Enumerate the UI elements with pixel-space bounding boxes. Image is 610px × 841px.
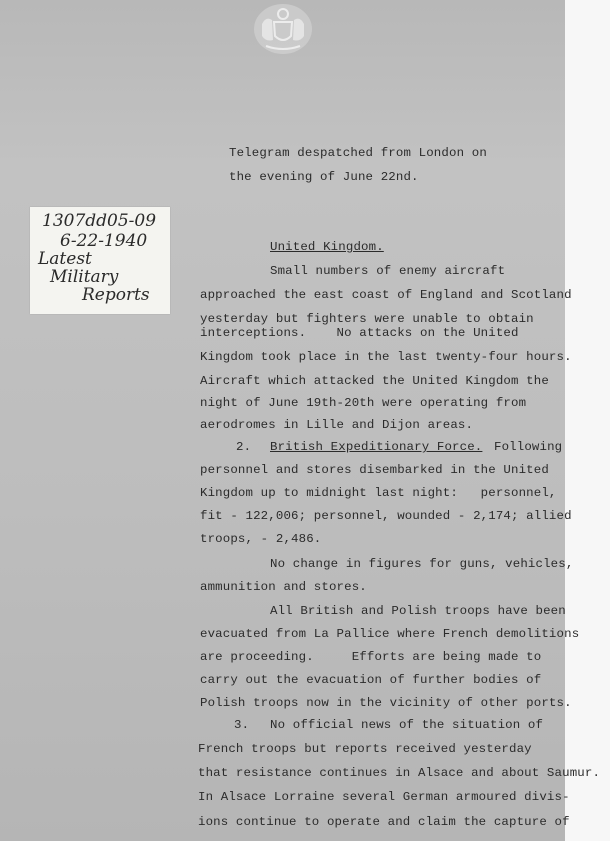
text-line: troops, - 2,486. [200,532,322,546]
text-line: No official news of the situation of [270,718,544,732]
text-line: that resistance continues in Alsace and about Saumur. [198,766,601,780]
text-line: Kingdom took place in the last twenty-four hours. [200,350,572,364]
note-date: 6-22-1940 [60,231,148,251]
telegram-header-line2: the evening of June 22nd. [229,170,419,184]
text-line: personnel and stores disembarked in the United [200,463,549,477]
royal-crest-emblem [252,2,314,56]
paragraph-number: 3. [234,718,250,732]
text-line: ammunition and stores. [200,580,367,594]
note-reference-code: 1307dd05-09 [42,211,157,231]
text-line: Kingdom up to midnight last night: personnel, [200,486,557,500]
text-line: fit - 122,006; personnel, wounded - 2,174; allied [200,509,572,523]
note-word-military: Military [50,267,119,287]
heading-united-kingdom: United Kingdom. [270,240,384,254]
note-word-latest: Latest [38,249,92,269]
text-line: French troops but reports received yesterday [198,742,532,756]
heading-bef: British Expeditionary Force. [270,440,483,454]
text-line: yesterday but fighters were unable to obtain [200,312,534,326]
text-line: ions continue to operate and claim the capture of [198,815,570,829]
text-line: carry out the evacuation of further bodies of [200,673,542,687]
paragraph-number: 2. [236,440,252,454]
text-line: Following [494,440,563,454]
scan-margin [565,0,610,841]
text-line: No change in figures for guns, vehicles, [270,557,574,571]
text-line: aerodromes in Lille and Dijon areas. [200,418,474,432]
text-line: interceptions. No attacks on the United [200,326,519,340]
text-line: All British and Polish troops have been [270,604,566,618]
text-line: Small numbers of enemy aircraft [270,264,506,278]
sticky-note [30,207,170,314]
telegram-header-line1: Telegram despatched from London on [229,146,487,160]
text-line: Aircraft which attacked the United Kingdom the [200,374,549,388]
text-line: approached the east coast of England and Scotland [200,288,572,302]
text-line: Polish troops now in the vicinity of other ports. [200,696,572,710]
text-line: In Alsace Lorraine several German armoured divis- [198,790,570,804]
text-line: evacuated from La Pallice where French demolitions [200,627,580,641]
text-line: night of June 19th-20th were operating from [200,396,527,410]
text-line: are proceeding. Efforts are being made to [200,650,542,664]
note-word-reports: Reports [82,285,150,305]
